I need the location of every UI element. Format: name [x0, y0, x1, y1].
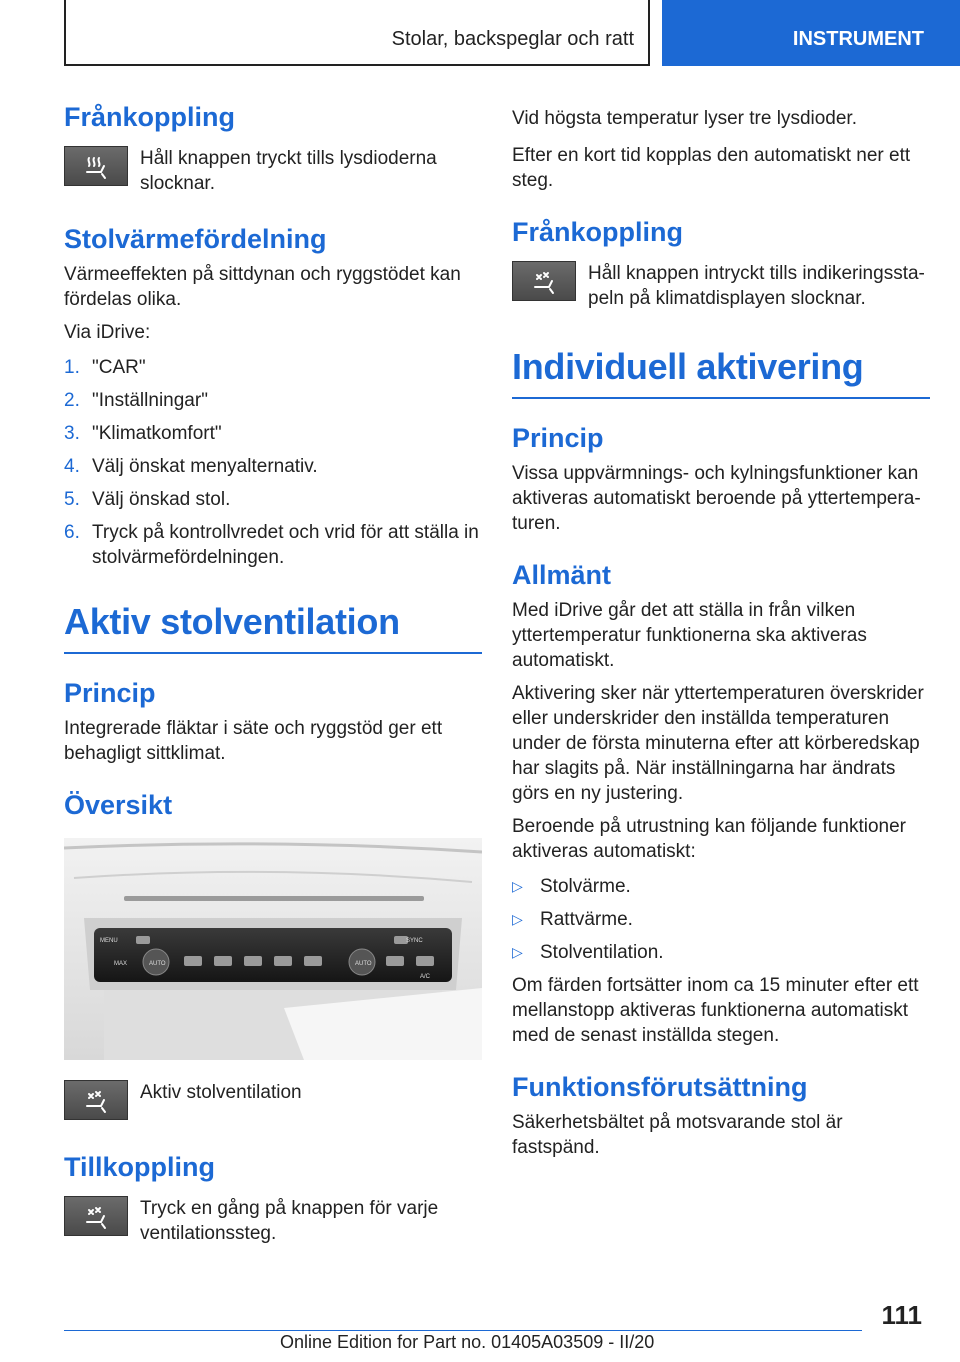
- list-item: 1. "CAR": [64, 357, 146, 378]
- idrive-steps: [64, 355, 482, 570]
- svg-text:A/C: A/C: [420, 974, 431, 980]
- seat-ventilation-icon: [512, 261, 576, 301]
- right-paragraph-2: Efter en kort tid kopplas den automatiskt ner ett steg.: [512, 145, 911, 191]
- vent-button-row: [64, 1080, 482, 1120]
- list-item: ▷ Stolventilation.: [512, 942, 664, 963]
- allmant-paragraph-1: Med iDrive går det att ställa in från vilken yttertemperatur funktionerna ska aktiveras automatiskt.: [512, 600, 867, 671]
- heading-aktiv-stolventilation: Aktiv stolventilation: [64, 601, 400, 642]
- heading-princip: Princip: [64, 678, 156, 708]
- svg-text:MAX: MAX: [114, 961, 128, 967]
- footer-rule: [64, 1330, 862, 1331]
- seat-heating-icon: [64, 146, 128, 186]
- list-item: 4. Välj önskat menyalternativ.: [64, 456, 318, 477]
- right-paragraph-1: Vid högsta temperatur lyser tre lysdioder.: [512, 108, 857, 129]
- climate-panel-photo: [64, 838, 482, 1060]
- triangle-bullet-icon: ▷: [512, 878, 523, 894]
- heading-frankoppling-right: Frånkoppling: [512, 217, 683, 247]
- princip-text: Integrerade fläktar i säte och ryggstöd ger ett behagligt sittklimat.: [64, 718, 443, 764]
- fordelning-text: Värmeeffekten på sittdynan och ryggstödet kan fördelas olika.: [64, 264, 461, 310]
- list-item: 2. "Inställningar": [64, 390, 208, 411]
- edition-text: Online Edition for Part no. 01405A03509 - II/20: [280, 1332, 655, 1352]
- list-item: 5. Välj önskad stol.: [64, 489, 231, 510]
- heading-oversikt: Översikt: [64, 790, 173, 820]
- allmant-paragraph-2: Aktivering sker när yttertemperaturen överskrider eller underskrider den inställda temperaturen under de första minuterna efter att körberedskap har slagits på. När inställningarna har ändrats görs en ny justering.: [512, 683, 924, 804]
- function-bullets: [512, 874, 930, 965]
- frankoppling-right-instruction: [512, 261, 930, 311]
- heading-tillkoppling: Tillkoppling: [64, 1152, 215, 1182]
- list-item: 3. "Klimatkomfort": [64, 423, 222, 444]
- right-column: [512, 100, 930, 1160]
- seat-ventilation-icon: [64, 1080, 128, 1120]
- allmant-paragraph-3: Beroende på utrustning kan följande funktioner aktiveras automatiskt:: [512, 816, 906, 862]
- chapter-title: Stolar, backspeglar och ratt: [391, 28, 634, 50]
- svg-text:AUTO: AUTO: [149, 961, 166, 967]
- list-item: ▷ Stolvärme.: [512, 876, 631, 897]
- climate-panel-illustration: [64, 838, 482, 1060]
- left-column: [64, 100, 482, 1246]
- heading-rule: [512, 397, 930, 399]
- vent-caption: Aktiv stolventilation: [140, 1082, 302, 1103]
- tillkoppling-instruction: [64, 1196, 482, 1246]
- seat-ventilation-icon: [64, 1196, 128, 1236]
- heading-allmant: Allmänt: [512, 560, 612, 590]
- allmant-paragraph-4: Om färden fortsätter inom ca 15 minuter efter ett mellanstopp aktiveras funktionerna automatiskt med de senast inställda stegen.: [512, 975, 919, 1046]
- svg-text:AUTO: AUTO: [355, 961, 372, 967]
- frankoppling-right-text: Håll knappen intryckt tills indikeringsstapeln på klimatdisplayen slocknar.: [588, 263, 925, 309]
- heading-funktionsforutsattning: Funktionsförutsättning: [512, 1072, 808, 1102]
- heading-stolvarmefordelning: Stolvärmefördelning: [64, 224, 327, 254]
- heading-frankoppling: Frånkoppling: [64, 102, 235, 132]
- princip-right-text: Vissa uppvärmnings- och kylningsfunktioner kan aktiveras automatiskt beroende på yttertemperaturen.: [512, 463, 921, 534]
- page-number: 111: [881, 1300, 922, 1330]
- triangle-bullet-icon: ▷: [512, 911, 523, 927]
- svg-text:MENU: MENU: [100, 938, 118, 944]
- list-item: ▷ Rattvärme.: [512, 909, 633, 930]
- tillkoppling-text: Tryck en gång på knappen för varje ventilationssteg.: [140, 1198, 439, 1244]
- frankoppling-instruction: [64, 146, 482, 196]
- funktionsforutsattning-text: Säkerhetsbältet på motsvarande stol är fastspänd.: [512, 1112, 843, 1158]
- heading-rule: [64, 652, 482, 654]
- heading-princip-right: Princip: [512, 423, 604, 453]
- svg-text:SYNC: SYNC: [406, 938, 423, 944]
- header-chapter-box: [64, 0, 650, 66]
- section-title: INSTRUMENT: [792, 28, 924, 50]
- triangle-bullet-icon: ▷: [512, 944, 523, 960]
- header-section-tab[interactable]: [662, 0, 960, 66]
- frankoppling-text: Håll knappen tryckt tills lysdioderna slocknar.: [140, 148, 437, 194]
- heading-individuell-aktivering: Individuell aktivering: [512, 346, 864, 387]
- list-item: 6. Tryck på kontrollvredet och vrid för att ställa in stolvärmefördelningen.: [64, 522, 479, 568]
- idrive-text: Via iDrive:: [64, 322, 151, 343]
